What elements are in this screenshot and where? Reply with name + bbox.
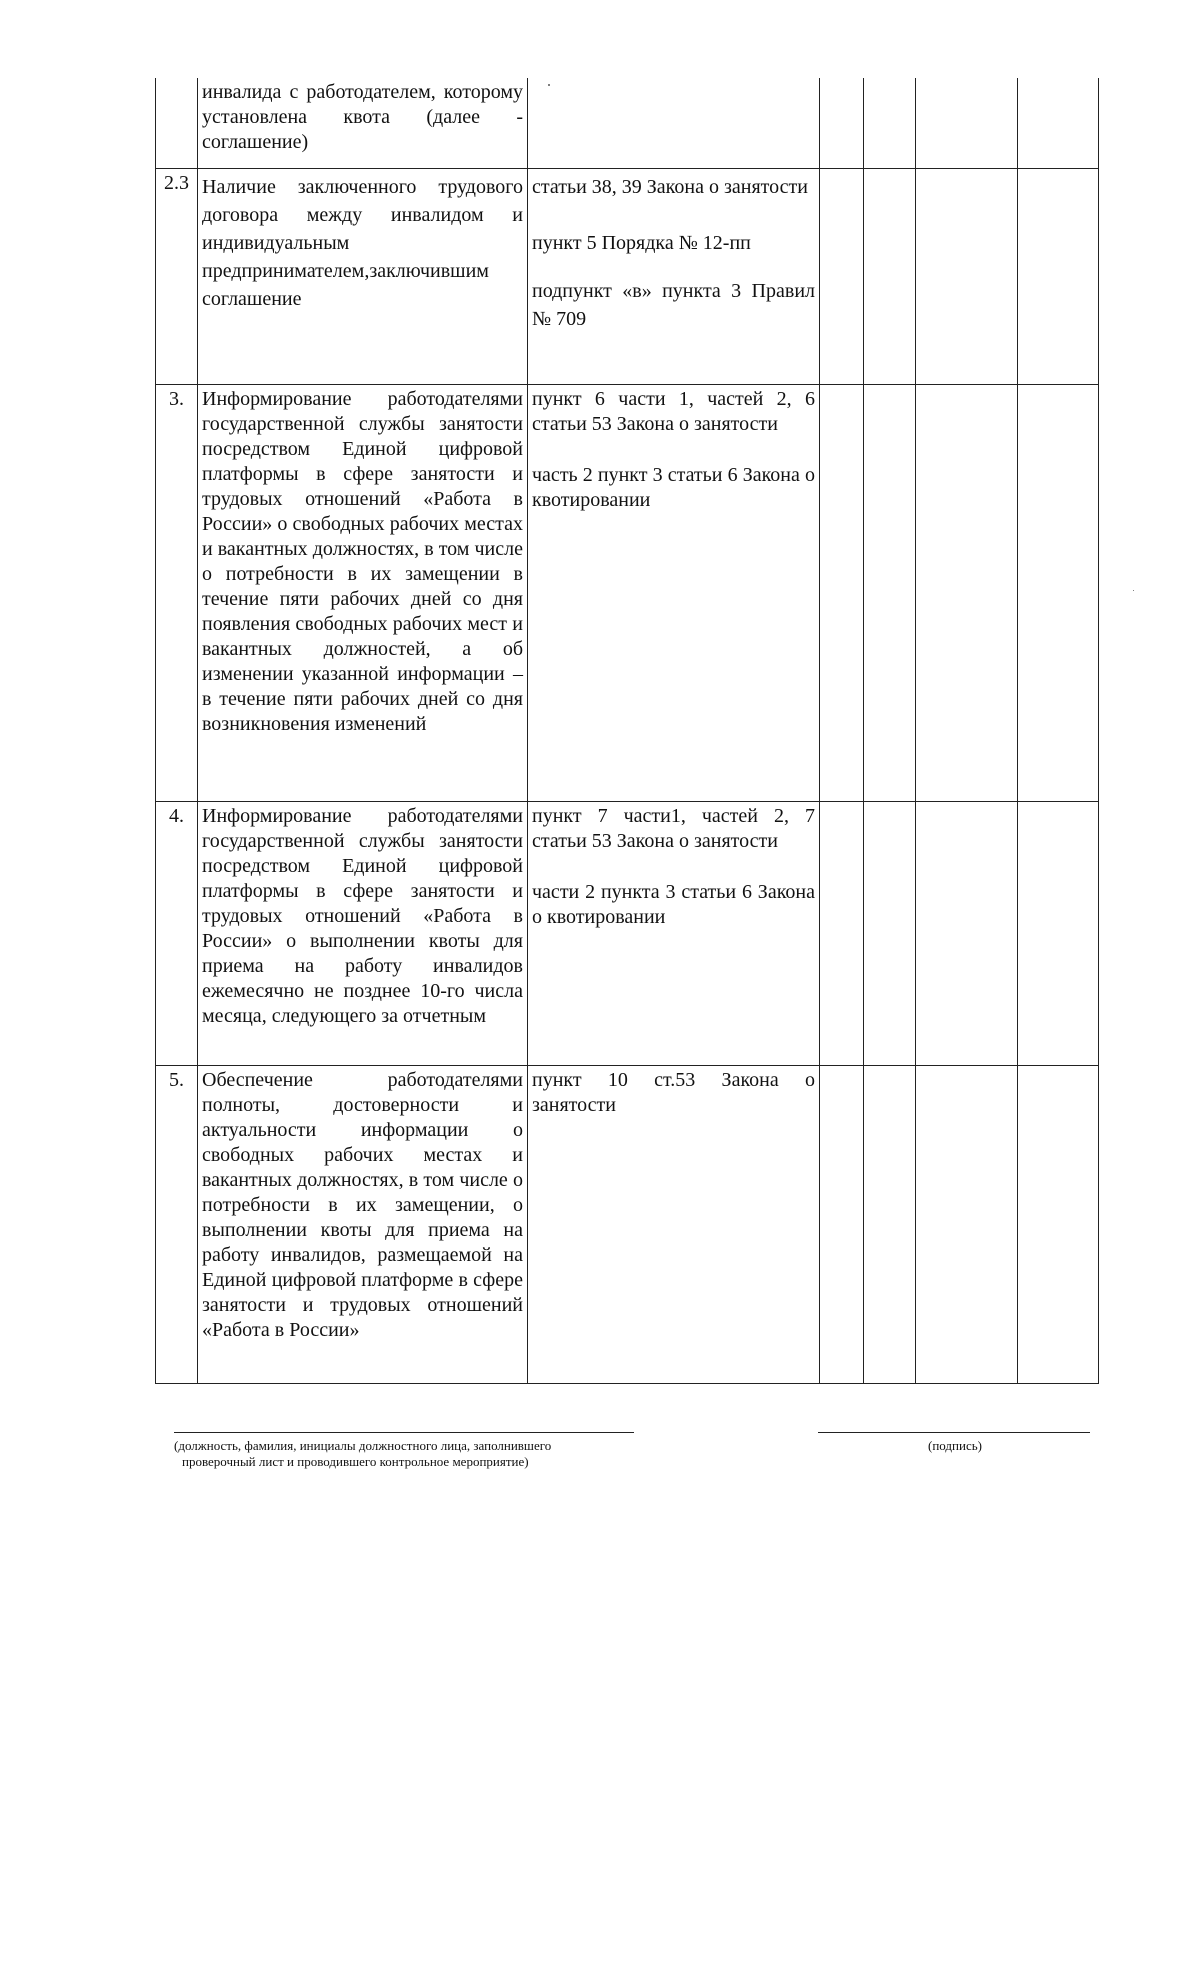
note-cell[interactable] (1018, 168, 1099, 384)
row-number (156, 78, 198, 168)
official-caption-line: проверочный лист и проводившего контрольное мероприятие) (182, 1454, 529, 1469)
reference-text: части 2 пункта 3 статьи 6 Закона о квотировании (532, 880, 815, 928)
official-caption (174, 1438, 654, 1470)
reference-text: пункт 10 ст.53 Закона о занятости (532, 1068, 815, 1116)
answer-no-cell[interactable] (864, 78, 916, 168)
reference-text: пункт 5 Порядка № 12-пп (532, 231, 751, 254)
reference-text: пункт 7 части1, частей 2, 7 статьи 53 Закона о занятости (532, 804, 815, 852)
answer-no-cell[interactable] (864, 384, 916, 801)
reference-cell (528, 168, 820, 384)
scan-speck (548, 84, 550, 86)
signature-line[interactable] (818, 1432, 1090, 1433)
row-number: 2.3 (156, 168, 198, 384)
requirement-text: Обеспечение работодателями полноты, достоверности и актуальности информации о свободных рабочих местах и вакантных должностях, в том числе о потребности в их замещении, о выполнении квоты для приема на работу инвалидов, размещаемой на Единой цифровой платформе в сфере занятости и трудовых отношений «Работа в России» (202, 1068, 523, 1341)
answer-yes-cell[interactable] (820, 801, 864, 1065)
row-number: 5. (156, 1065, 198, 1383)
note-cell[interactable] (1018, 78, 1099, 168)
reference-cell (528, 801, 820, 1065)
scan-speck (1133, 590, 1134, 591)
answer-yes-cell[interactable] (820, 168, 864, 384)
answer-no-cell[interactable] (864, 1065, 916, 1383)
answer-yes-cell[interactable] (820, 384, 864, 801)
table-row (156, 78, 1099, 168)
requirement-cell (198, 801, 528, 1065)
not-applicable-cell[interactable] (916, 168, 1018, 384)
requirement-cell (198, 78, 528, 168)
table-row (156, 801, 1099, 1065)
reference-cell (528, 1065, 820, 1383)
requirement-cell (198, 384, 528, 801)
answer-no-cell[interactable] (864, 168, 916, 384)
not-applicable-cell[interactable] (916, 78, 1018, 168)
row-number: 3. (156, 384, 198, 801)
table-row (156, 168, 1099, 384)
requirement-text: Наличие заключенного трудового договора между инвалидом и индивидуальным предпринимателем,заключившим соглашение (202, 175, 523, 310)
reference-text: часть 2 пункт 3 статьи 6 Закона о квотировании (532, 463, 815, 511)
row-number: 4. (156, 801, 198, 1065)
reference-cell (528, 78, 820, 168)
reference-text: пункт 6 части 1, частей 2, 6 статьи 53 Закона о занятости (532, 387, 815, 435)
answer-no-cell[interactable] (864, 801, 916, 1065)
reference-text: подпункт «в» пункта 3 Правил № 709 (532, 279, 815, 330)
not-applicable-cell[interactable] (916, 384, 1018, 801)
signature-caption: (подпись) (928, 1438, 982, 1453)
requirement-text: Информирование работодателями государственной службы занятости посредством Единой цифровой платформы в сфере занятости и трудовых отношений «Работа в России» о свободных рабочих местах и вакантных должностях, в том числе о потребности в их замещении в течение пяти рабочих дней со дня появления свободных рабочих мест и вакантных должностей, а об изменении указанной информации – в течение пяти рабочих дней со дня возникновения изменений (202, 387, 523, 735)
note-cell[interactable] (1018, 1065, 1099, 1383)
requirement-cell (198, 168, 528, 384)
requirement-text: инвалида с работодателем, которому установлена квота (далее - соглашение) (202, 81, 523, 153)
requirement-cell (198, 1065, 528, 1383)
not-applicable-cell[interactable] (916, 1065, 1018, 1383)
reference-text: статьи 38, 39 Закона о занятости (532, 175, 808, 198)
note-cell[interactable] (1018, 801, 1099, 1065)
not-applicable-cell[interactable] (916, 801, 1018, 1065)
table-row (156, 1065, 1099, 1383)
official-signature-line[interactable] (174, 1432, 634, 1433)
requirement-text: Информирование работодателями государственной службы занятости посредством Единой цифровой платформы в сфере занятости и трудовых отношений «Работа в России» о выполнении квоты для приема на работу инвалидов ежемесячно не позднее 10-го числа месяца, следующего за отчетным (202, 804, 523, 1027)
note-cell[interactable] (1018, 384, 1099, 801)
answer-yes-cell[interactable] (820, 78, 864, 168)
reference-cell (528, 384, 820, 801)
answer-yes-cell[interactable] (820, 1065, 864, 1383)
table-row (156, 384, 1099, 801)
checklist-table (155, 78, 1099, 1384)
official-caption-line: (должность, фамилия, инициалы должностного лица, заполнившего (174, 1438, 552, 1453)
